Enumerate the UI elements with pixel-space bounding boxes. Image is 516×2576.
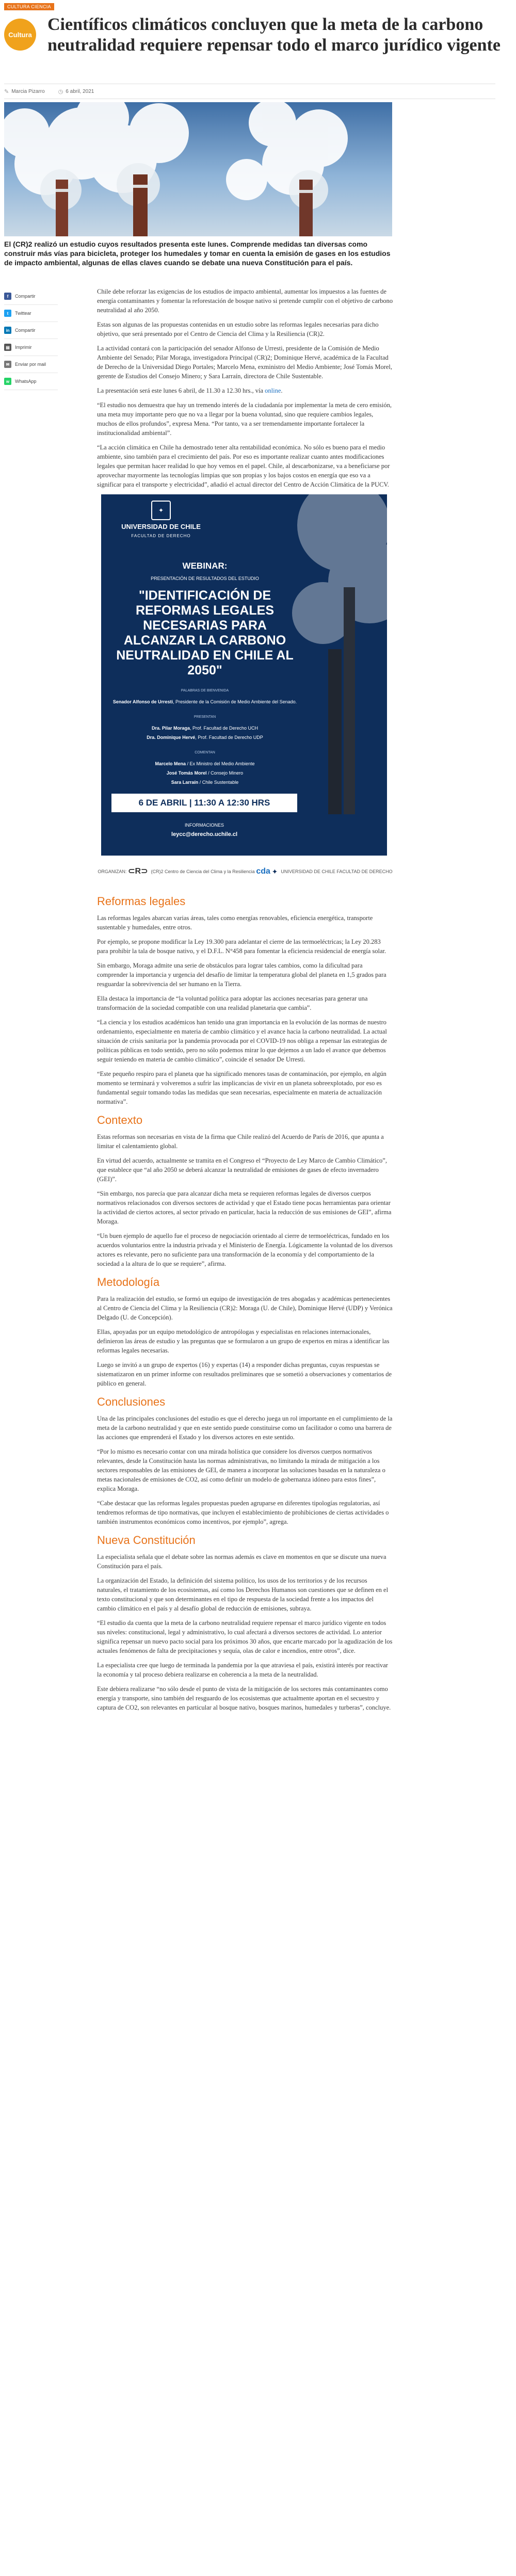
poster-faculty: FACULTAD DE DERECHO [131,534,191,538]
cr2-icon: ⊂R⊃ [128,867,148,876]
commentator-role: / Ex Ministro del Medio Ambiente [185,761,255,766]
poster-info-label: INFORMACIONES [184,823,224,828]
poster-commentators-label: COMENTAN [195,751,215,754]
whatsapp-icon: w [4,378,11,385]
organizers-label: ORGANIZAN: [98,869,127,874]
section-heading: Conclusiones [97,1395,166,1408]
share-label: Compartir [15,328,36,333]
print-icon: ▤ [4,344,11,351]
poster-date-banner: 6 DE ABRIL | 11:30 A 12:30 HRS [111,794,297,812]
uchile-logo-text: UNIVERSIDAD DE CHILE FACULTAD DE DERECHO [281,869,393,874]
share-linkedin[interactable] [4,322,58,339]
poster-university: UNIVERSIDAD DE CHILE [121,523,201,530]
presentation-text: La presentación será este lunes 6 abril, de 11.30 a 12.30 hrs., vía [97,387,265,394]
share-label: WhatsApp [15,379,37,384]
paragraph: “Cabe destacar que las reformas legales propuestas pueden agruparse en diferentes tipologías regulatorias, así tendremos reformas de tipo normativas, que incluyen el establecimiento de prohibiciones de ciertas actividades o también instrumentos económicos como incentivos, por ejemplo”, agrega. [97,1500,389,1525]
webinar-poster [101,494,387,856]
smokestacks-illustration [4,102,392,236]
paragraph: Estas son algunas de las propuestas contenidas en un estudio sobre las reformas legales necesarias para dicho objetivo, que será presentado por el Centro de Ciencia del Clima y la Resiliencia (CR)2. [97,321,379,337]
paragraph: Las reformas legales abarcan varias áreas, tales como energías renovables, eficiencia energética, transporte sustentable y humedales, entre otros. [97,914,373,931]
paragraph: “La ciencia y los estudios académicos han tenido una gran importancia en la evolución de las normas de nuestro ordenamiento, especialmente en materia de cambio climático y el avance hacia la carbono neutralidad. La actual situación de crisis sanitaria por la pandemia provocada por el COVID-19 nos obliga a repensar las estrategias de políticas públicas en todo sentido, pero no sólo podemos mirar lo que dejemos a un lado el avance que debemos seguir teniendo en materia de cambio climático”, coincide el senador De Urresti. [97,1019,387,1063]
share-label: Compartir [15,294,36,299]
section-heading: Metodología [97,1276,160,1289]
paragraph: La organización del Estado, la definición del sistema político, los usos de los territorios y de los recursos naturales, el tratamiento de los ecosistemas, así como los Derechos Humanos son cuestiones que se definen en el texto constitucional y que son determinantes en el tipo de respuesta de la sociedad frente a los impactos del cambio climático en el país y al desafío global de reducción de emisiones, subraya. [97,1577,389,1612]
paragraph: Estas reformas son necesarias en vista de la firma que Chile realizó del Acuerdo de París de 2016, que apunta a limitar el calentamiento global. [97,1133,384,1150]
paragraph: En virtud del acuerdo, actualmente se tramita en el Congreso el “Proyecto de Ley Marco de Cambio Climático”, que establece que “al año 2050 se deberá alcanzar la neutralidad de emisiones de gases de efecto invernadero (GEI)”. [97,1157,387,1183]
paragraph: Para la realización del estudio, se formó un equipo de investigación de tres abogadas y académicas pertenecientes al Centro de Ciencia del Clima y la Resiliencia (CR)2: Moraga (U. de Chile), Dominique Hervé (UDP) y Verónica Delgado (U. de Concepción). [97,1295,393,1321]
paragraph: Sin embargo, Moraga admite una serie de obstáculos para lograr tales cambios, como la dificultad para comprender la importancia y urgencia del desafío de limitar la temperatura global del planeta en 1,5 grados para resguardar la sobrevivencia del ser humano en la Tierra. [97,962,386,988]
cr2-logo-text: (CR)2 Centro de Ciencia del Clima y la Resiliencia [151,869,255,874]
hero-image [4,102,392,236]
author-name[interactable]: Marcia Pizarro [11,88,45,94]
poster-webinar: WEBINAR: [182,561,228,571]
twitter-icon: t [4,310,11,317]
presenter-name: Dra. Pilar Moraga [151,726,190,731]
presenter-name: Dra. Dominique Hervé [147,735,196,740]
poster-info-email: leycc@derecho.uchile.cl [171,831,238,838]
share-print[interactable] [4,339,58,356]
share-sidebar [4,288,58,390]
paragraph: La actividad contará con la participación del senador Alfonso de Urresti, presidente de la Comisión de Medio Ambiente del Senado; Pilar Moraga, investigadora Principal (CR)2; Dominique Hervé, académica de la Facultad de Derecho de la Universidad Diego Portales; Marcelo Mena, exministro del Medio Ambiente; José Tomás Morel, gerente de Estudios del Consejo Minero; y Sara Larraín, directora de Chile Sustentable. [97,345,393,380]
paragraph: Por ejemplo, se propone modificar la Ley 19.300 para adelantar el cierre de las termoeléctricas; la Ley 20.283 para prohibir la tala de bosque nativo, y el D.F.L. N°458 para fomentar la eficiencia residencial de energía solar. [97,938,386,955]
paragraph: Luego se invitó a un grupo de expertos (16) y expertas (14) a responder dichas preguntas, cuyas respuestas se sistematizaron en un primer informe con resultados preliminares que se sometió a observaciones y comentarios de público en general. [97,1361,392,1387]
article-headline: Científicos climáticos concluyen que la meta de la carbono neutralidad requiere repensar todo el marco jurídico vigente [47,15,501,55]
presentation-end: . [281,387,283,394]
share-facebook[interactable] [4,288,58,305]
article-lead: El (CR)2 realizó un estudio cuyos resultados presenta este lunes. Comprende medidas tan diversas como construir más vías para bicicleta, proteger los humedales y tomar en cuenta la emisión de gases en los estudios de impacto ambiental, algunas de ellas claves cuando se debate una nueva Constitución para el país. [4,240,391,267]
article-body [97,287,393,1717]
commentator-role: / Chile Sustentable [198,780,239,785]
publish-date: 6 abril, 2021 [66,88,94,94]
organizer-logos [97,861,393,882]
pen-icon: ✎ [4,88,9,95]
paragraph: Chile debe reforzar las exigencias de los estudios de impacto ambiental, aumentar los impuestos a las fuentes de energía contaminantes y fomentar la reforestación de bosque nativo si pretende cumplir con el objetivo de carbono neutralidad al año 2050. [97,288,393,314]
commentator-name: Marcelo Mena [155,761,186,766]
quote-paragraph: “El estudio nos demuestra que hay un tremendo interés de la ciudadanía por implementar la meta de cero emisión, una meta muy importante pero que no va a llegar por la buena voluntad, sino que requiere cambios legales, muchos de ellos profundos”, expresa Mena. “Por tanto, va a ser tremendamente importante fortalecer la institucionalidad ambiental”. [97,401,392,437]
commentator-name: José Tomás Morel [166,770,207,776]
facebook-icon: f [4,293,11,300]
paragraph: Una de las principales conclusiones del estudio es que el derecho juega un rol importante en el cumplimiento de la meta de la carbono neutralidad y que en este sentido puede constituirse como un facilitador o como una barrera de las acciones que emprenderá el Estado y los diversos actores en este sentido. [97,1415,393,1441]
cda-logo: cda [256,867,270,876]
uchile-seal-icon: ✦ [271,867,278,876]
poster-headline: "IDENTIFICACIÓN DE REFORMAS LEGALES NECESARIAS PARA ALCANZAR LA CARBONO NEUTRALIDAD EN CHILE AL 2050" [116,588,294,678]
commentator-role: / Consejo Minero [206,770,244,776]
poster-university-logo [109,501,213,541]
presenter-role: , Prof. Facultad de Derecho UDP [195,735,263,740]
online-link[interactable]: online [265,387,281,394]
paragraph: “Sin embargo, nos parecía que para alcanzar dicha meta se requieren reformas legales de diversos cuerpos normativos relacionados con diversos sectores de actividad y que el Estado tiene pocas herramientas para orientar la actividad de ciertos actores, al sector privado en particular, hacia la reducción de sus emisiones de GEI”, afirma Moraga. [97,1190,392,1225]
poster-welcome-name: Senador Alfonso de Urresti [112,699,173,704]
quote-paragraph: “La acción climática en Chile ha demostrado tener alta rentabilidad económica. No sólo es bueno para el medio ambiente, sino también para el crecimiento del país. Por eso es importante realizar cuanto antes modificaciones legales que permitan hacer realidad lo que hoy vemos en el papel. Chile, al descarbonizarse, va a beneficiarse por aprovechar mayormente las tecnologías limpias que son propias y los bajos costos en energía que eso va a significar para el transporte y electricidad”, añadió el actual director del Centro de Acción Climática de la PUCV. [97,444,390,488]
poster-presenters-label: PRESENTAN [194,715,216,719]
section-heading: Reformas legales [97,895,186,908]
share-label: Imprimir [15,345,32,350]
article-meta [4,84,495,99]
cr2-logo [128,867,254,876]
share-label: Enviar por mail [15,362,46,367]
mail-icon: ✉ [4,361,11,368]
uchile-logo [272,867,393,876]
commentator-name: Sara Larraín [171,780,199,785]
presenter-role: , Prof. Facultad de Derecho UCH [189,726,259,731]
poster-welcome-label: PALABRAS DE BIENVENIDA [181,689,229,693]
poster-welcome-role: , Presidente de la Comisión de Medio Ambiente del Senado. [173,699,297,704]
paragraph: Ella destaca la importancia de “la voluntad política para adoptar las acciones necesarias para generar una transformación de la sociedad compatible con una realidad planetaria que cambia”. [97,995,368,1011]
paragraph: “Un buen ejemplo de aquello fue el proceso de negociación orientado al cierre de termoeléctricas, fundado en los acuerdos voluntarios entre la industria privada y el Ministerio de Energía. Lógicamente la voluntad de los diversos actores es relevante, pero no suficiente para una transformación de la economía y del comportamiento de la sociedad a la altura de lo que se requiere”, afirma. [97,1232,393,1267]
presentation-paragraph [97,386,393,395]
share-label: Twittear [15,311,31,316]
university-seal-icon: ✦ [151,501,171,520]
paragraph: “El estudio da cuenta que la meta de la carbono neutralidad requiere repensar el marco jurídico vigente en todos sus niveles: constitucional, legal y administrativo, lo cual afectará a diversos sectores de actividad. Lo anterior significa repensar un nuevo pacto social para los próximos 30 años, que encarte marcado por la agudización de los actuales fenómenos de falta de precipitaciones y sequía, olas de calor e incendios, entre otros”, dice. [97,1619,393,1654]
poster-presentation-line: PRESENTACIÓN DE RESULTADOS DEL ESTUDIO [151,576,259,581]
paragraph: La especialista cree que luego de terminada la pandemia por la que atraviesa el país, existirá interés por reactivar la economía y tal proceso debiera realizarse en coherencia a la meta de la neutralidad. [97,1662,388,1678]
paragraph: “Este pequeño respiro para el planeta que ha significado menores tasas de contaminación, por ejemplo, en algún momento se terminará y volveremos a sufrir las implicancias de vivir en un planeta sobreexplotado, por eso es fundamental seguir tomando todas las medidas que sean necesarias, especialmente en materia de actualización normativa”. [97,1070,386,1105]
clock-icon: ◷ [58,88,63,95]
author-info[interactable] [4,88,45,95]
linkedin-icon: in [4,327,11,334]
category-tag[interactable]: CULTURA CIENCIA [4,3,54,10]
paragraph: La especialista señala que el debate sobre las normas además es clave en momentos en que se discute una nueva Constitución para el país. [97,1553,386,1570]
category-badge[interactable]: Cultura [4,19,36,51]
section-heading: Contexto [97,1114,143,1126]
share-twitter[interactable] [4,305,58,322]
section-heading: Nueva Constitución [97,1534,196,1547]
share-whatsapp[interactable] [4,373,58,390]
paragraph: Este debiera realizarse “no sólo desde el punto de vista de la mitigación de los sectores más contaminantes como energía y transporte, sino también del resguardo de los ecosistemas que actualmente aportan en el secuestro y captura de CO2, son relevantes en particular al bosque nativo, bosques marinos, humedales y turberas”, concluye. [97,1685,391,1711]
share-email[interactable] [4,356,58,373]
date-info [58,88,94,95]
paragraph: “Por lo mismo es necesario contar con una mirada holística que considere los diversos cuerpos normativos relevantes, desde la Constitución hasta las normas administrativas, no limitando la mirada de mitigación a los sectores responsables de las emisiones de GEI, de manera a incorporar las soluciones basadas en la naturaleza o metas nacionales de emisiones de CO2, así como definir un modelo de gobernanza idóneo para estos fines”, explica Moraga. [97,1448,385,1492]
paragraph: Ellas, apoyadas por un equipo metodológico de antropólogas y especialistas en relaciones internacionales, definieron las áreas de estudio y las preguntas que se formularon a un grupo de expertos en miras a identificar las reformas legales necesarias. [97,1328,390,1354]
